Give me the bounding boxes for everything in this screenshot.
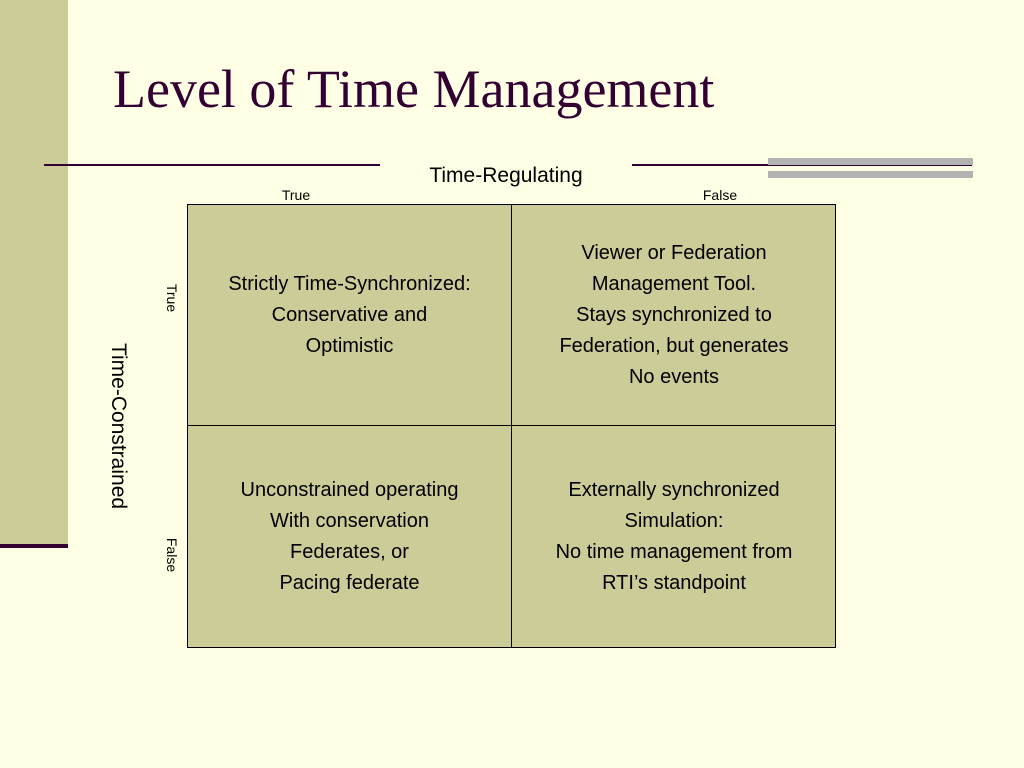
row-label-true: True <box>164 283 180 313</box>
matrix-cell-unconstrained-not-regulating <box>512 426 836 647</box>
column-label-false: False <box>702 187 738 203</box>
accent-bar-bottom <box>768 171 973 178</box>
time-management-matrix <box>187 204 836 648</box>
row-label-false: False <box>164 537 180 573</box>
slide-title: Level of Time Management <box>113 59 715 119</box>
column-label-true: True <box>281 187 311 203</box>
cell-text: Viewer or Federation Management Tool. Stays synchronized to Federation, but generates No events <box>559 241 789 388</box>
column-axis-label: Time-Regulating <box>380 163 632 189</box>
cell-text: Unconstrained operating With conservation Federates, or Pacing federate <box>240 478 459 594</box>
accent-bar-top <box>768 158 973 165</box>
row-axis-label: Time-Constrained <box>107 342 130 510</box>
matrix-cell-constrained-regulating <box>188 205 512 426</box>
left-bar-underline <box>0 544 68 548</box>
matrix-cell-constrained-not-regulating <box>512 205 836 426</box>
left-decorative-bar <box>0 0 68 545</box>
cell-text: Strictly Time-Synchronized: Conservative and Optimistic <box>228 272 471 357</box>
cell-text: Externally synchronized Simulation: No time management from RTI’s standpoint <box>555 478 793 594</box>
matrix-cell-unconstrained-regulating <box>188 426 512 647</box>
